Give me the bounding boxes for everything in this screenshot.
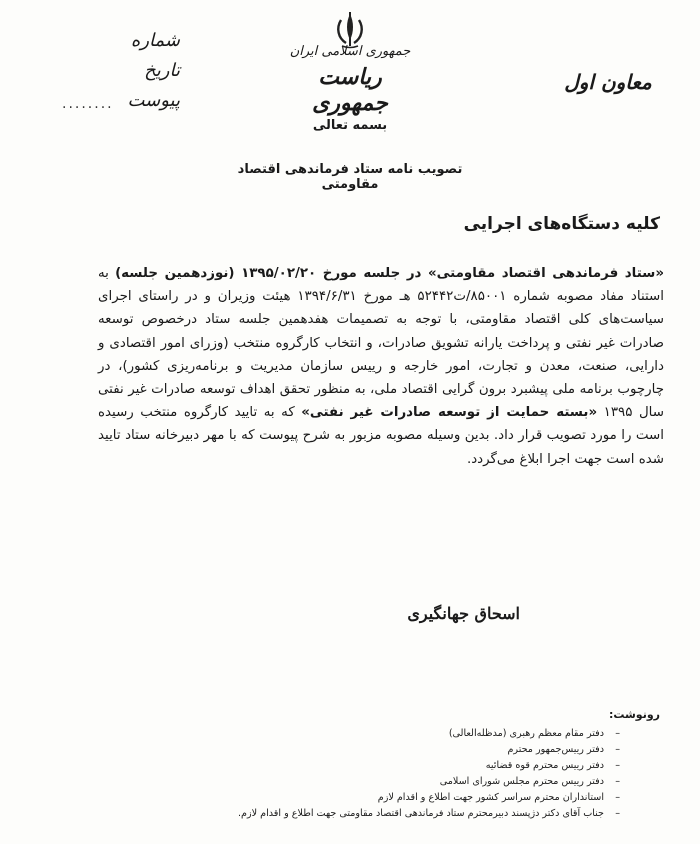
letter-addressee: کلیه دستگاه‌های اجرایی [463, 214, 660, 234]
list-item: – دفتر رییس محترم قوه قضائیه [485, 760, 620, 771]
meta-number-label: شماره [130, 30, 180, 51]
meta-date-label: تاریخ [144, 60, 180, 81]
body-bold-opening: «ستاد فرماندهی اقتصاد مقاومتی» در جلسه مورخ ۱۳۹۵/۰۲/۲۰ (نوزدهمین جلسه) [115, 266, 664, 281]
list-item: – جناب آقای دکتر دژپسند دبیرمحترم ستاد فرماندهی اقتصاد مقاومتی جهت اطلاع و اقدام لازم. [237, 808, 620, 819]
cc-list [220, 726, 620, 822]
presidency-title: ریاست جمهوری [312, 64, 388, 116]
list-item: – استانداران محترم سراسر کشور جهت اطلاع و اقدام لازم [377, 792, 620, 803]
list-item: – دفتر مقام معظم رهبری (مدظله‌العالی) [448, 728, 620, 739]
letter-subject: تصویب نامه ستاد فرماندهی اقتصاد مقاومتی [237, 162, 463, 192]
letter-body [98, 262, 664, 471]
basmala: بسمه تعالی [312, 118, 388, 133]
signature-name: اسحاق جهانگیری [407, 604, 520, 623]
body-text-main: به استناد مفاد مصوبه شماره ۸۵۰۰۱/ت۵۲۴۴۲ هـ مورخ ۱۳۹۴/۶/۳۱ هیئت وزیران و در راستای اجرای سیاست‌های کلی اقتصاد مقاومتی، با توجه به تصمیمات هفدهمین جلسه ستاد درخصوص توسعه صادرات غیر نفتی و پرداخت یارانه تشویق صادرات، و انتخاب کارگروه منتخب (وزرای امور اقتصادی و دارایی، صنعت، معدن و تجارت، امور خارجه و رییس سازمان مدیریت و برنامه‌ریزی کشور)، در چارچوب برنامه ملی پیشبرد برون گرایی اقتصاد ملی، به منظور تحقق اهداف توسعه صادرات غیر نفتی سال ۱۳۹۵ [98, 266, 664, 421]
republic-title: جمهوری اسلامی ایران [289, 44, 411, 59]
list-item: – دفتر رییس‌جمهور محترم [507, 744, 620, 755]
body-bold-package: «بسته حمایت از توسعه صادرات غیر نفتی» [301, 405, 598, 421]
letter-meta-labels [110, 26, 180, 116]
cc-title: رونوشت: [608, 708, 660, 721]
meta-attachment-label: پیوست [127, 90, 180, 111]
office-title: معاون اول [564, 70, 652, 94]
body-text-closing: که به تایید کارگروه منتخب رسیده است را مورد تصویب قرار داد. بدین وسیله مصوبه مزبور به شرح پیوست که با مهر دبیرخانه ستاد تایید شده است جهت اجرا ابلاغ می‌گردد. [98, 405, 664, 467]
list-item: – دفتر رییس محترم مجلس شورای اسلامی [439, 776, 620, 787]
meta-dots: ........ [62, 96, 114, 112]
